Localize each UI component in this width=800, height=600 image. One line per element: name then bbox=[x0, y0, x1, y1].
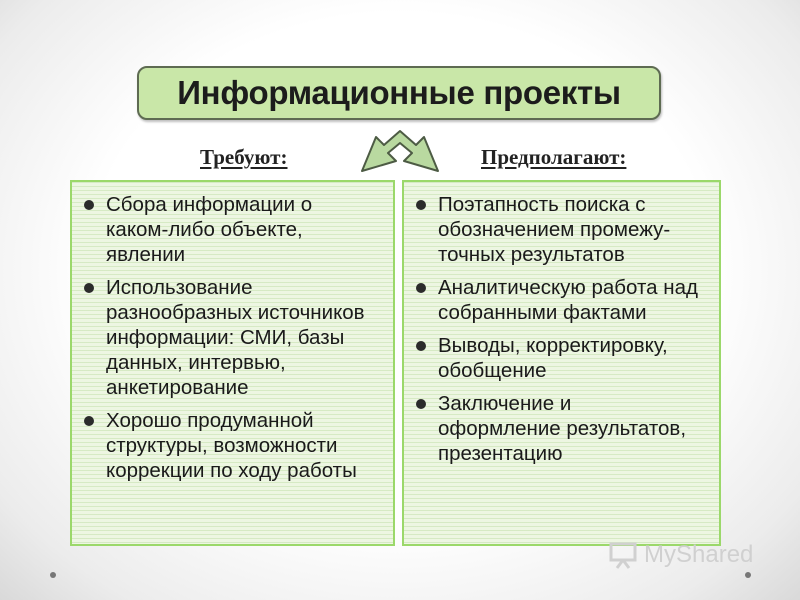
item-line: Использование bbox=[106, 276, 253, 299]
left-heading: Требуют: bbox=[200, 145, 288, 169]
item-line: коррекции по ходу работы bbox=[106, 459, 357, 482]
item-line: информации: СМИ, базы bbox=[106, 326, 345, 349]
item-line: Сбора информации о bbox=[106, 193, 313, 216]
right-list bbox=[404, 182, 719, 466]
bullet-dot-icon bbox=[84, 200, 94, 210]
item-line: собранными фактами bbox=[438, 301, 647, 324]
item-line: Выводы, корректировку, bbox=[438, 334, 668, 357]
item-line: Поэтапность поиска с bbox=[438, 193, 646, 216]
left-panel bbox=[70, 180, 395, 546]
watermark-text: MyShared bbox=[644, 541, 754, 568]
right-panel bbox=[402, 180, 721, 546]
bullet-dot-icon bbox=[416, 200, 426, 210]
item-line: разнообразных источников bbox=[106, 301, 365, 324]
item-line: обобщение bbox=[438, 359, 547, 382]
list-item bbox=[414, 192, 713, 267]
corner-dot-right bbox=[745, 572, 751, 578]
item-line: Заключение и bbox=[438, 392, 572, 415]
item-line: обозначением промежу- bbox=[438, 218, 671, 241]
item-line: презентацию bbox=[438, 442, 563, 465]
title-box bbox=[137, 66, 661, 120]
item-line: анкетирование bbox=[106, 376, 249, 399]
list-item bbox=[82, 408, 387, 483]
watermark bbox=[608, 538, 753, 572]
bullet-dot-icon bbox=[416, 399, 426, 409]
item-line: оформление результатов, bbox=[438, 417, 687, 440]
list-item bbox=[82, 275, 387, 400]
item-line: явлении bbox=[106, 243, 186, 266]
left-list bbox=[72, 182, 393, 483]
item-line: Хорошо продуманной bbox=[106, 409, 314, 432]
item-line: Аналитическую работа над bbox=[438, 276, 698, 299]
list-item bbox=[414, 333, 713, 383]
item-line: точных результатов bbox=[438, 243, 625, 266]
right-heading: Предполагают: bbox=[481, 145, 627, 169]
list-item bbox=[414, 275, 713, 325]
bullet-dot-icon bbox=[416, 283, 426, 293]
corner-dot-left bbox=[50, 572, 56, 578]
list-item bbox=[414, 391, 713, 466]
item-line: данных, интервью, bbox=[106, 351, 286, 374]
split-arrows-icon bbox=[360, 127, 440, 179]
item-line: структуры, возможности bbox=[106, 434, 338, 457]
bullet-dot-icon bbox=[416, 341, 426, 351]
bullet-dot-icon bbox=[84, 416, 94, 426]
page-title: Информационные проекты bbox=[177, 74, 621, 111]
presentation-board-icon bbox=[608, 540, 638, 570]
bullet-dot-icon bbox=[84, 283, 94, 293]
list-item bbox=[82, 192, 387, 267]
item-line: каком-либо объекте, bbox=[106, 218, 303, 241]
